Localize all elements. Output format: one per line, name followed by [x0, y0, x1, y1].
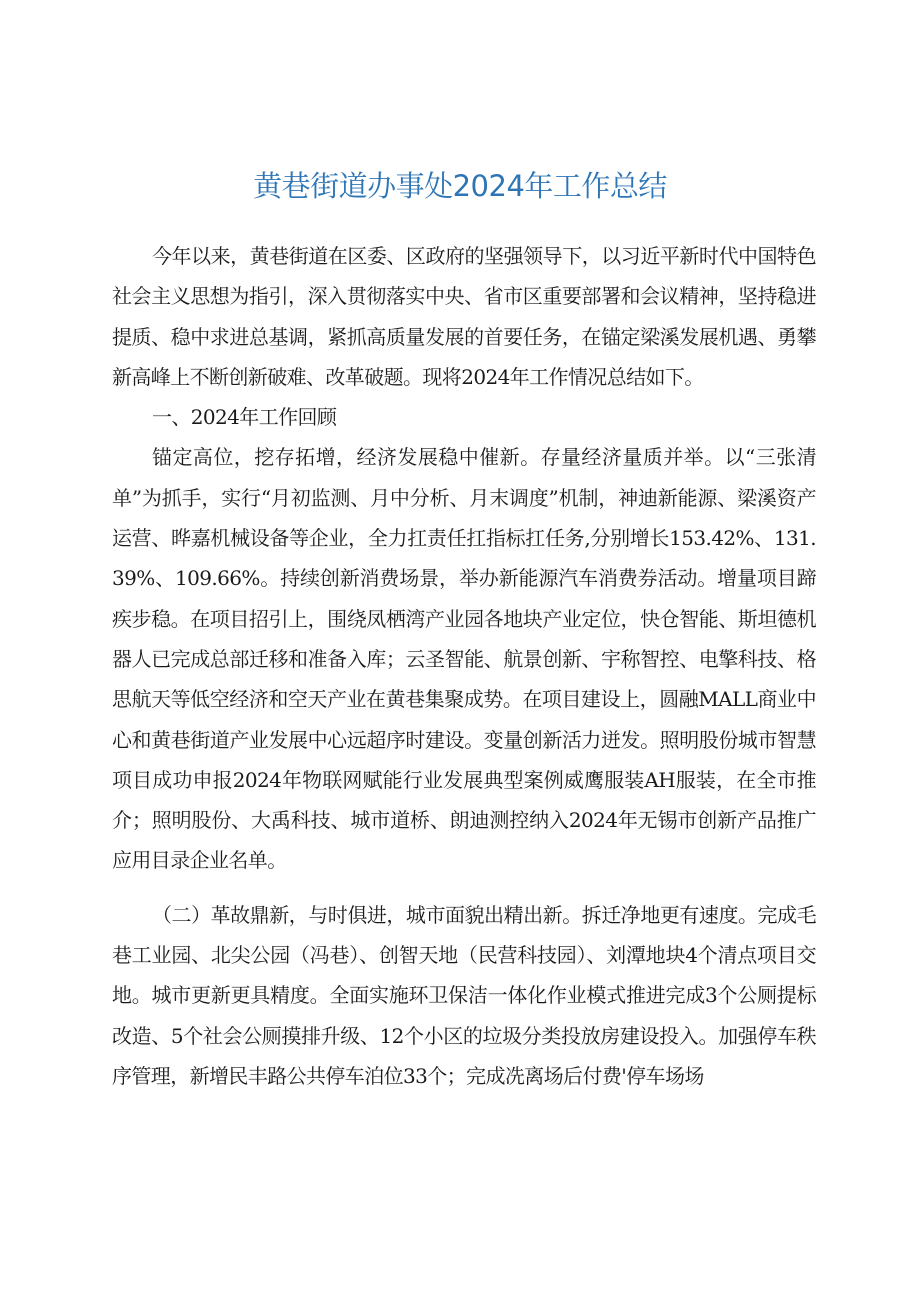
- document-title: 黄巷街道办事处2024年工作总结: [253, 169, 667, 203]
- document-body: [112, 236, 816, 1096]
- city-paragraph: （二）革故鼎新，与时俱进，城市面貌出精出新。拆迁净地更有速度。完成毛巷工业园、北尖公园（冯巷）、创智天地（民营科技园）、刘潭地块4个清点项目交地。城市更新更具精度。全面实施环卫保洁一体化作业模式推进完成3个公厕提标改造、5个社会公厕摸排升级、12个小区的垃圾分类投放房建设投入。加强停车秩序管理，新增民丰路公共停车泊位33个；完成冼离场后付费'停车场场: [112, 902, 816, 1088]
- section-heading: 一、2024年工作回顾: [152, 405, 337, 430]
- intro-paragraph: 今年以来，黄巷街道在区委、区政府的坚强领导下，以习近平新时代中国特色社会主义思想为指引，深入贯彻落实中央、省市区重要部署和会议精神，坚持稳进提质、稳中求进总基调，紧抓高质量发展的首要任务，在锚定梁溪发展机遇、勇攀新高峰上不断创新破难、改革破题。现将2024年工作情况总结如下。: [112, 244, 816, 389]
- paragraph-gap: [112, 881, 816, 895]
- economy-paragraph: 锚定高位，挖存拓增，经济发展稳中催新。存量经济量质并举。以“三张清单”为抓手，实行“月初监测、月中分析、月末调度”机制，神迪新能源、梁溪资产运营、晔嘉机械设备等企业，全力扛责任扛指标扛任务,分别增长153.42%、131.39%、109.66%。持续创新消费场景，举办新能源汽车消费券活动。增量项目蹄疾步稳。在项目招引上，围绕凤栖湾产业园各地块产业定位，快仓智能、斯坦德机器人已完成总部迁移和准备入库；云圣智能、航景创新、宇称智控、电擎科技、格思航天等低空经济和空天产业在黄巷集聚成势。在项目建设上，圆融MALL商业中心和黄巷街道产业发展中心远超序时建设。变量创新活力迸发。照明股份城市智慧项目成功申报2024年物联网赋能行业发展典型案例威鹰服装AH服装，在全市推介；照明股份、大禹科技、城市道桥、朗迪测控纳入2024年无锡市创新产品推广应用目录企业名单。: [112, 445, 816, 873]
